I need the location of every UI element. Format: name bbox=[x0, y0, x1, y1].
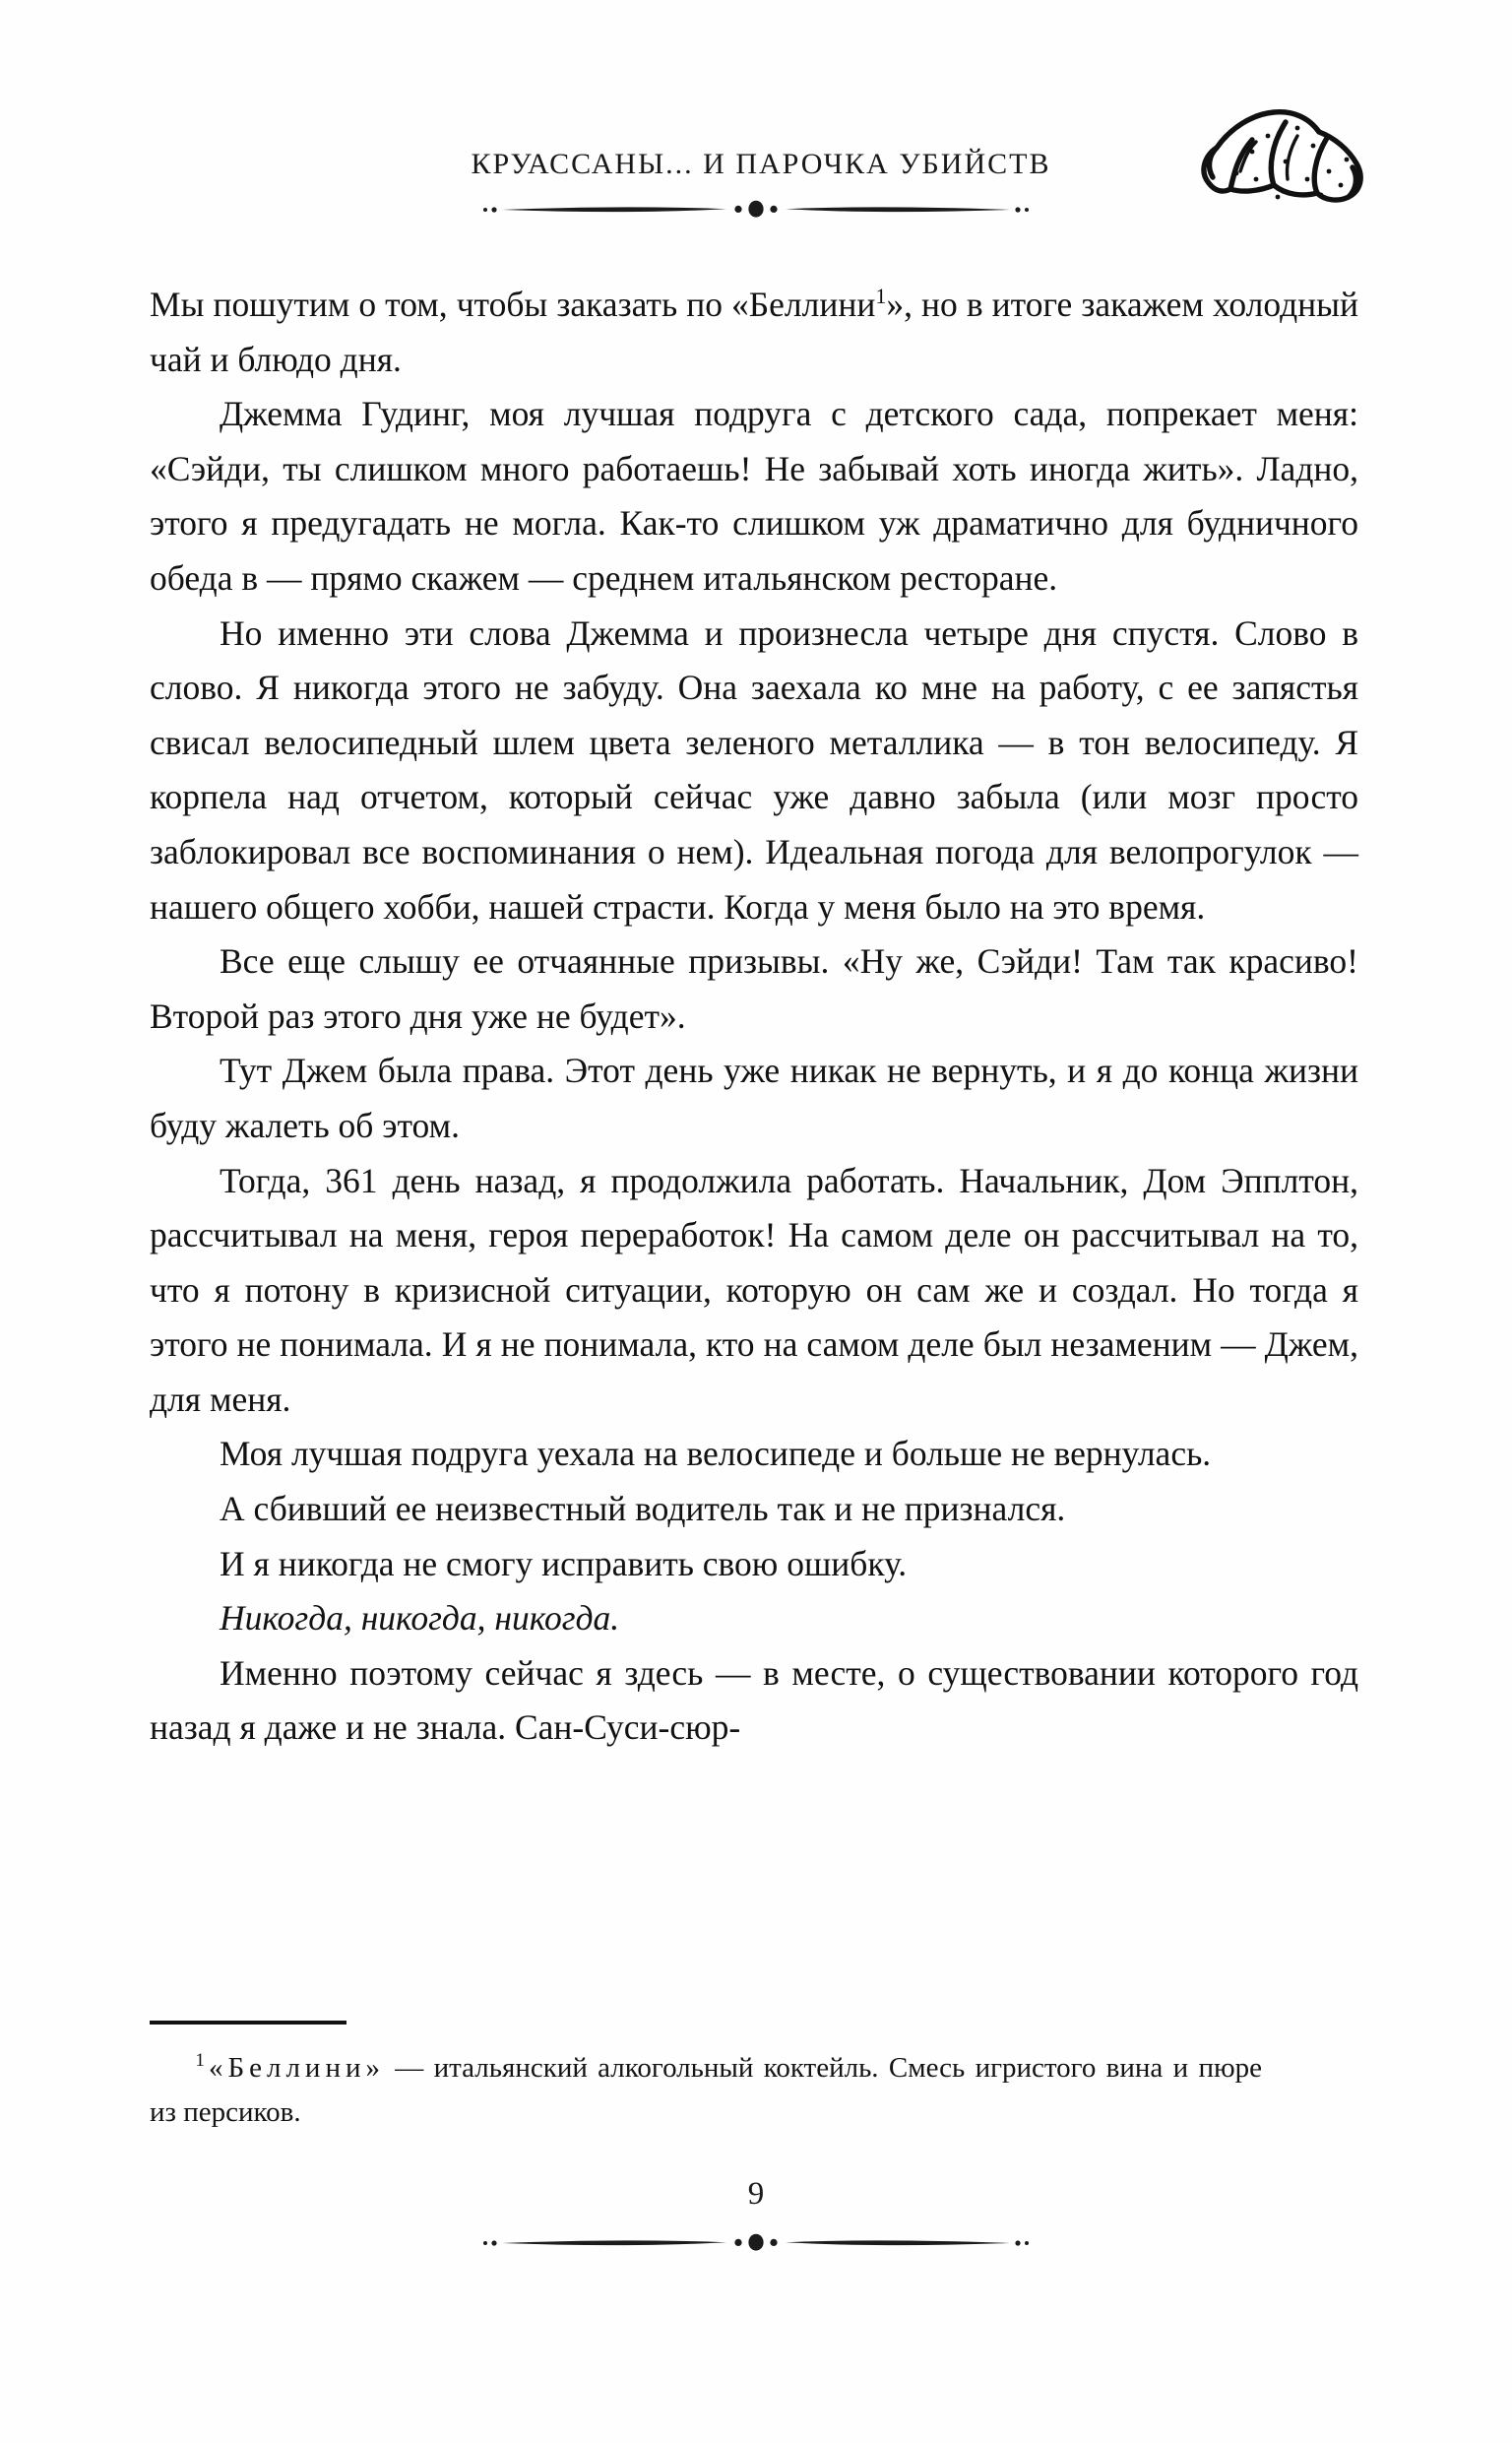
paragraph-text-4: Все еще слышу ее отчаянные призывы. «Ну же, Сэйди! Там так красиво! Второй раз этого дня уже не будет». bbox=[150, 941, 1358, 1036]
footnote-line bbox=[150, 2046, 1262, 2135]
footnote-marker: 1 bbox=[195, 2050, 205, 2072]
page-footer bbox=[0, 2176, 1512, 2254]
paragraph-text-10: Никогда, никогда, никогда. bbox=[220, 1598, 620, 1639]
paragraph-text-8: А сбивший ее неизвестный водитель так и не признался. bbox=[220, 1489, 1066, 1529]
paragraph bbox=[150, 387, 1358, 606]
footer-ornament-rule bbox=[480, 2228, 1032, 2254]
footnote-text bbox=[150, 2046, 1262, 2135]
paragraph-emphasis bbox=[150, 1591, 1358, 1646]
paragraph bbox=[150, 278, 1358, 387]
paragraph bbox=[150, 1482, 1358, 1537]
footnote-definition: — итальянский алкогольный коктейль. Смесь игристого вина и пюре из персиков. bbox=[150, 2052, 1262, 2128]
paragraph-text-7: Моя лучшая подруга уехала на велосипеде и больше не вернулась. bbox=[220, 1434, 1212, 1474]
footnote-separator-rule bbox=[150, 2021, 346, 2025]
paragraph-text-5: Тут Джем была права. Этот день уже никак не вернуть, и я до конца жизни буду жалеть об этом. bbox=[150, 1051, 1358, 1145]
paragraph bbox=[150, 1537, 1358, 1592]
body-text bbox=[150, 278, 1358, 1756]
paragraph-text-11: Именно поэтому сейчас я здесь — в месте, о существовании которого год назад я даже и не знала. Сан-Суси-сюр- bbox=[150, 1652, 1358, 1748]
page-number: 9 bbox=[747, 2176, 765, 2212]
paragraph bbox=[150, 1646, 1358, 1756]
paragraph bbox=[150, 934, 1358, 1044]
header-ornament-rule bbox=[480, 195, 1032, 221]
footnote-term: «Беллини» bbox=[208, 2052, 385, 2084]
paragraph bbox=[150, 1044, 1358, 1153]
paragraph bbox=[150, 1154, 1358, 1428]
paragraph bbox=[150, 1427, 1358, 1482]
croissant-icon bbox=[1191, 77, 1378, 210]
paragraph bbox=[150, 607, 1358, 935]
footnote-block bbox=[150, 2021, 1262, 2135]
running-head-title: КРУАССАНЫ... И ПАРОЧКА УБИЙСТВ bbox=[471, 148, 1051, 180]
running-head bbox=[148, 148, 1364, 236]
paragraph-text-1: Мы пошутим о том, чтобы заказать по «Беллини$^1$», но в итоге закажем холодный чай и блюдо дня. bbox=[150, 284, 1358, 379]
paragraph-text-6: Тогда, 361 день назад, я продолжила работать. Начальник, Дом Эпплтон, рассчитывал на меня, героя переработок! На самом деле он рассчитывал на то, что я потону в кризисной ситуации, которую он сам же и создал. Но тогда я этого не понимала. И я не понимала, кто на самом деле был незаменим — Джем, для меня. bbox=[150, 1160, 1358, 1419]
paragraph-text-3: Но именно эти слова Джемма и произнесла четыре дня спустя. Слово в слово. Я никогда этого не забуду. Она заехала ко мне на работу, с ее запястья свисал велосипедный шлем цвета зеленого металлика — в тон велосипеду. Я корпела над отчетом, который сейчас уже давно забыла (или мозг просто заблокировал все воспоминания о нем). Идеальная погода для велопрогулок — нашего общего хобби, нашей страсти. Когда у меня было на это время. bbox=[150, 612, 1358, 927]
paragraph-text-2: Джемма Гудинг, моя лучшая подруга с детского сада, попрекает меня: «Сэйди, ты слишком много работаешь! Не забывай хоть иногда жить». Ладно, этого я предугадать не могла. Как-то слишком уж драматично для будничного обеда в — прямо скажем — среднем итальянском ресторане. bbox=[150, 394, 1358, 598]
footnote-reference-marker: 1 bbox=[875, 284, 887, 309]
paragraph-text-9: И я никогда не смогу исправить свою ошибку. bbox=[220, 1543, 908, 1583]
